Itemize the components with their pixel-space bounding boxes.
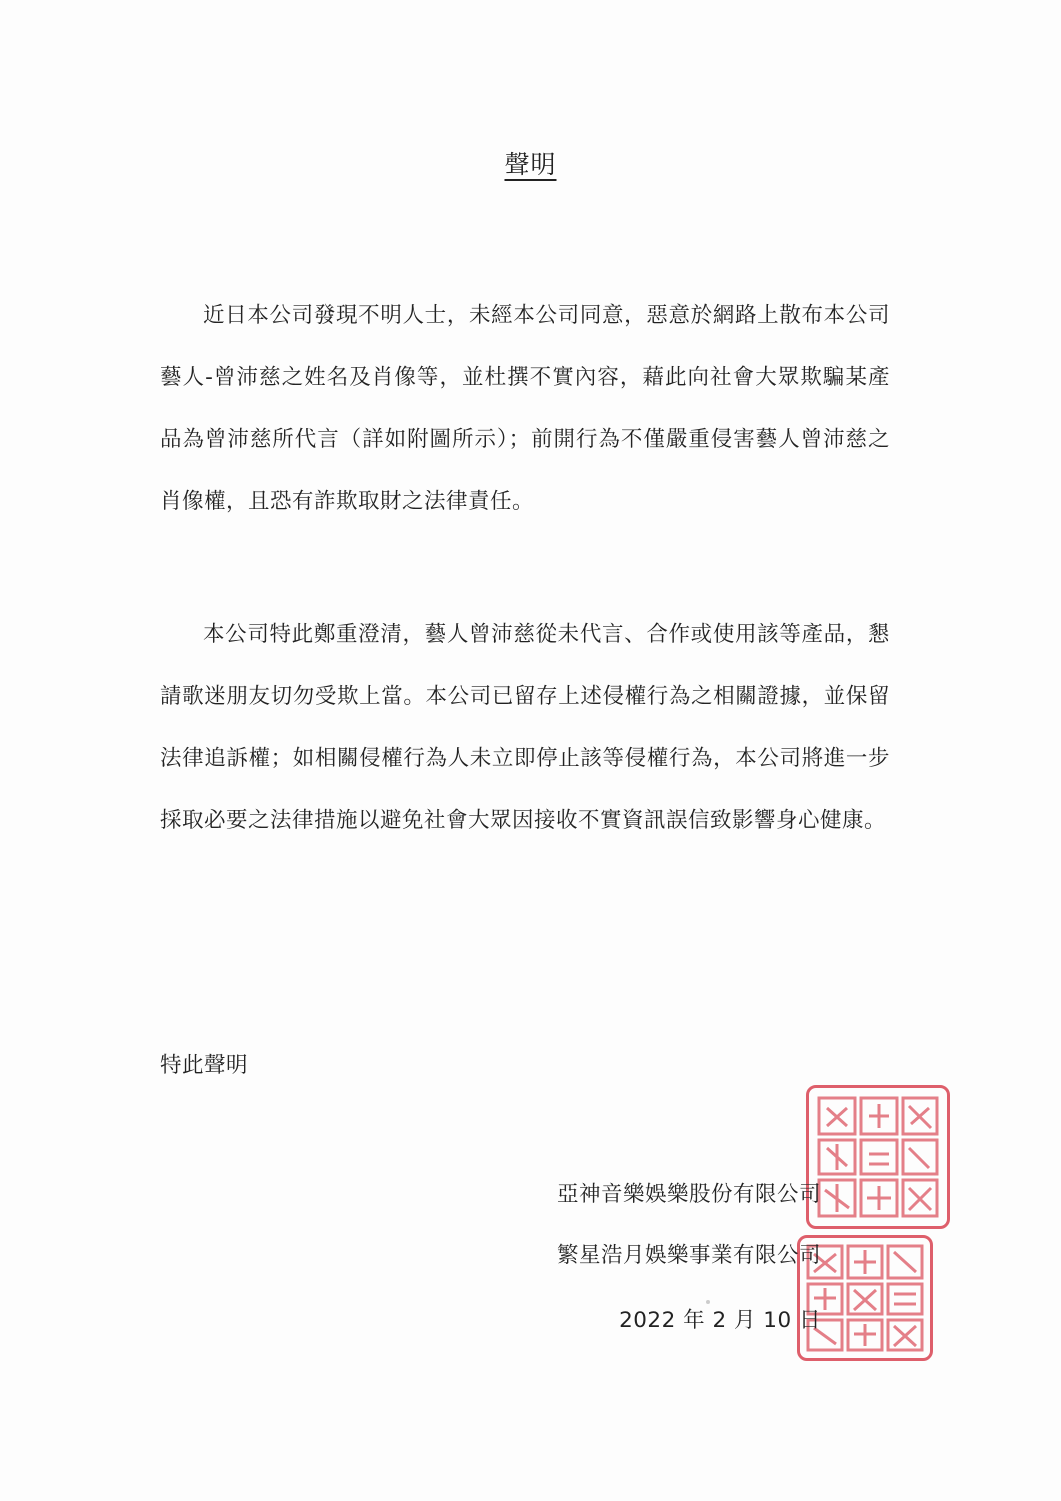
signer-company-2: 繁星浩月娛樂事業有限公司 — [556, 1243, 821, 1268]
paragraph-2: 本公司特此鄭重澄清，藝人曾沛慈從未代言、合作或使用該等產品，懇請歌迷朋友切勿受欺上當。本公司已留存上述侵權行為之相關證據，並保留法律追訴權；如相關侵權行為人未立即停止該等侵權行為，本公司將進一步採取必要之法律措施以避免社會大眾因接收不實資訊誤信致影響身心健康。 — [160, 621, 890, 833]
document-date: 2022 年 2 月 10 日 — [619, 1308, 821, 1333]
company-seal-1-icon — [806, 1085, 950, 1229]
document-title — [0, 145, 1061, 181]
title-text: 聲明 — [504, 150, 557, 179]
closing-statement: 特此聲明 — [160, 1053, 249, 1078]
signer-company-1: 亞神音樂娛樂股份有限公司 — [556, 1182, 821, 1207]
paragraph-1: 近日本公司發現不明人士，未經本公司同意，惡意於網路上散布本公司藝人-曾沛慈之姓名及肖像等，並杜撰不實內容，藉此向社會大眾欺騙某產品為曾沛慈所代言（詳如附圖所示）；前開行為不僅嚴重侵害藝人曾沛慈之肖像權，且恐有詐欺取財之法律責任。 — [160, 302, 890, 514]
